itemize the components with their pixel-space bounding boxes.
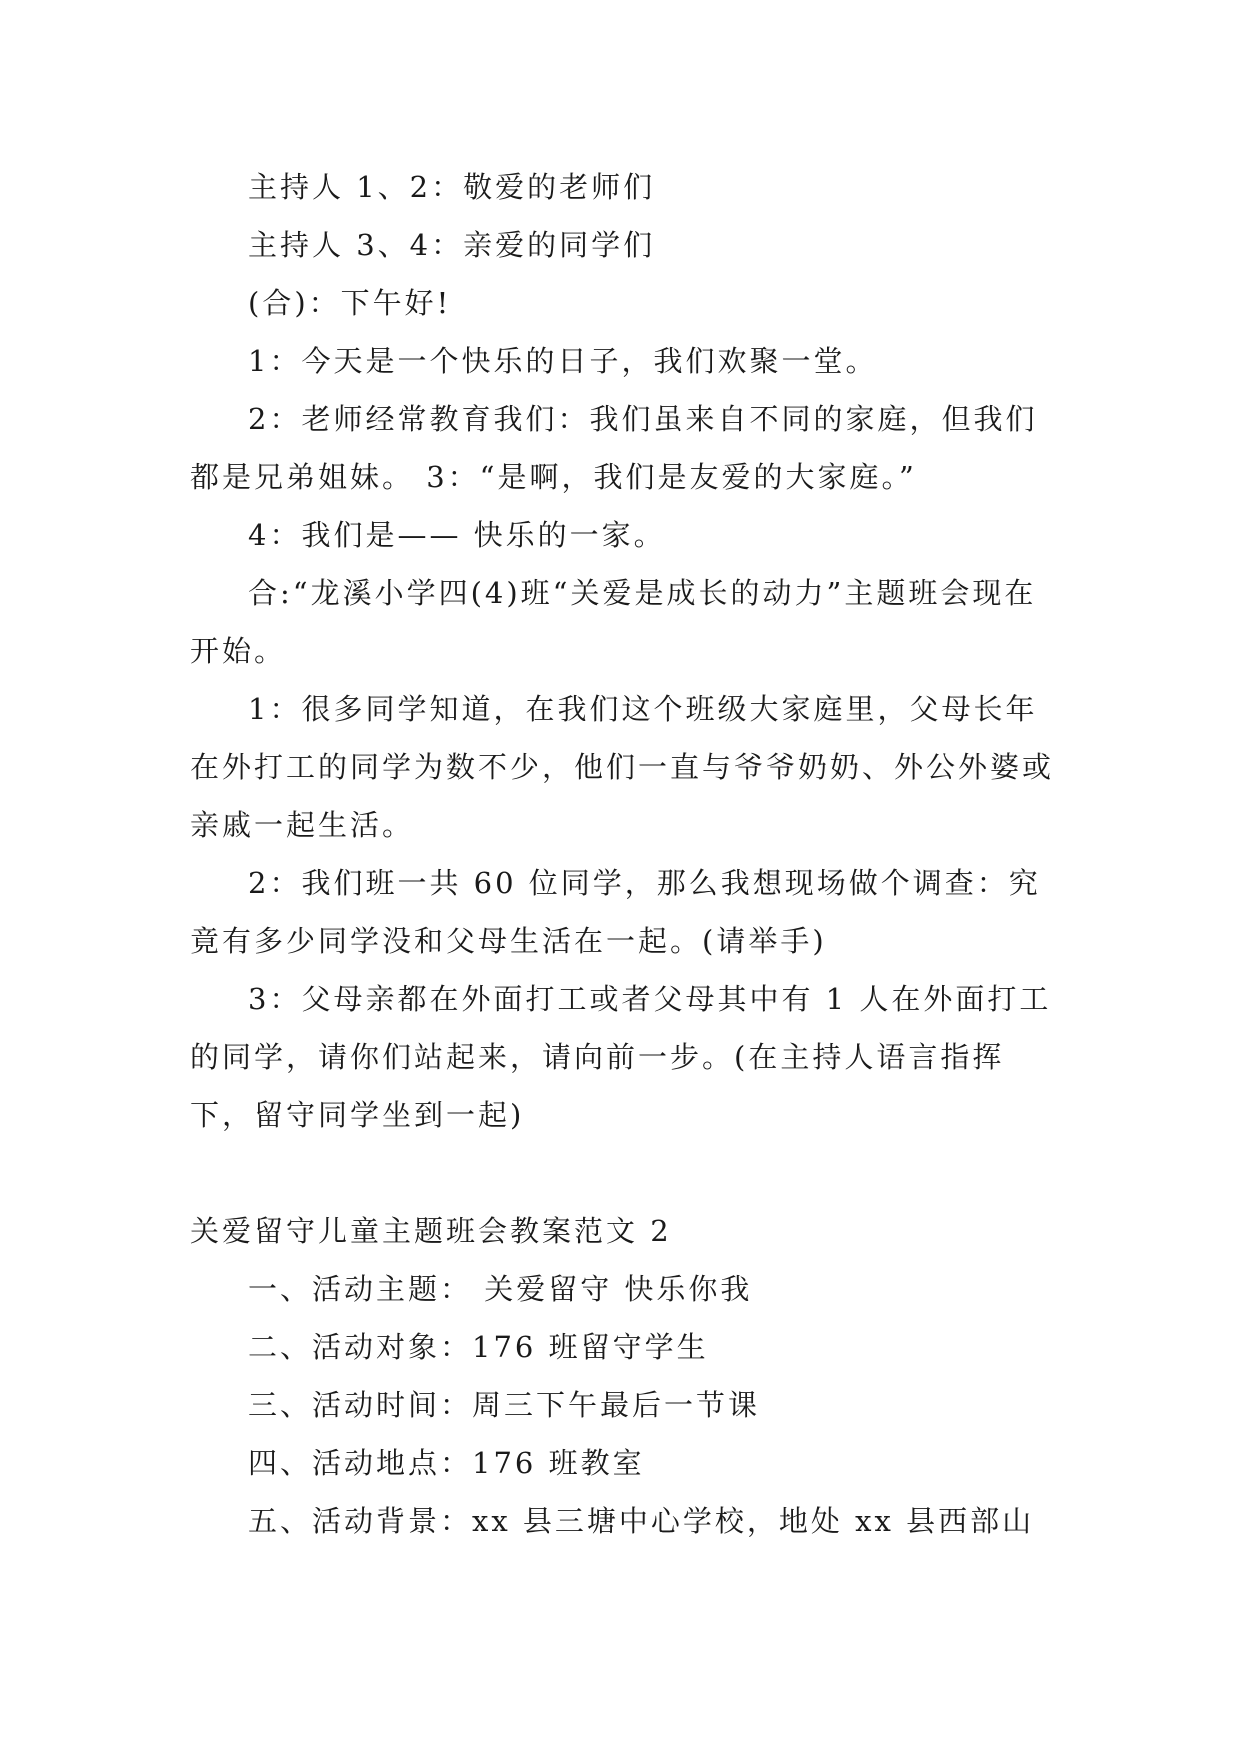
list-item: 三、活动时间：周三下午最后一节课 <box>248 1388 761 1422</box>
paragraph: 2：我们班一共 60 位同学，那么我想现场做个调查：究竟有多少同学没和父母生活在一起。(请举手) <box>190 866 1041 958</box>
paragraph: 3：父母亲都在外面打工或者父母其中有 1 人在外面打工的同学，请你们站起来，请向前一步。(在主持人语言指挥下，留守同学坐到一起) <box>190 982 1052 1132</box>
paragraph: (合)：下午好! <box>248 286 452 320</box>
paragraph: 4：我们是—— 快乐的一家。 <box>248 518 666 552</box>
list-item: 一、活动主题： 关爱留守 快乐你我 <box>248 1272 753 1306</box>
paragraph: 主持人 3、4：亲爱的同学们 <box>248 228 656 262</box>
list-item: 五、活动背景：xx 县三塘中心学校，地处 xx 县西部山 <box>248 1504 1035 1538</box>
list-item: 四、活动地点：176 班教室 <box>248 1446 645 1480</box>
paragraph: 主持人 1、2：敬爱的老师们 <box>248 170 656 204</box>
paragraph: 1：今天是一个快乐的日子，我们欢聚一堂。 <box>248 344 878 378</box>
section-dialogue <box>190 158 1060 1144</box>
paragraph: 2：老师经常教育我们：我们虽来自不同的家庭，但我们都是兄弟姐妹。 3：“是啊，我们是友爱的大家庭。” <box>190 402 1038 494</box>
section-lesson-plan <box>190 1202 1060 1550</box>
list-item: 二、活动对象：176 班留守学生 <box>248 1330 709 1364</box>
document-page <box>190 158 1060 1550</box>
paragraph: 1：很多同学知道，在我们这个班级大家庭里，父母长年在外打工的同学为数不少，他们一直与爷爷奶奶、外公外婆或亲戚一起生活。 <box>190 692 1055 842</box>
paragraph: 合:“龙溪小学四(4)班“关爱是成长的动力”主题班会现在开始。 <box>190 576 1037 668</box>
section-title: 关爱留守儿童主题班会教案范文 2 <box>190 1214 672 1248</box>
